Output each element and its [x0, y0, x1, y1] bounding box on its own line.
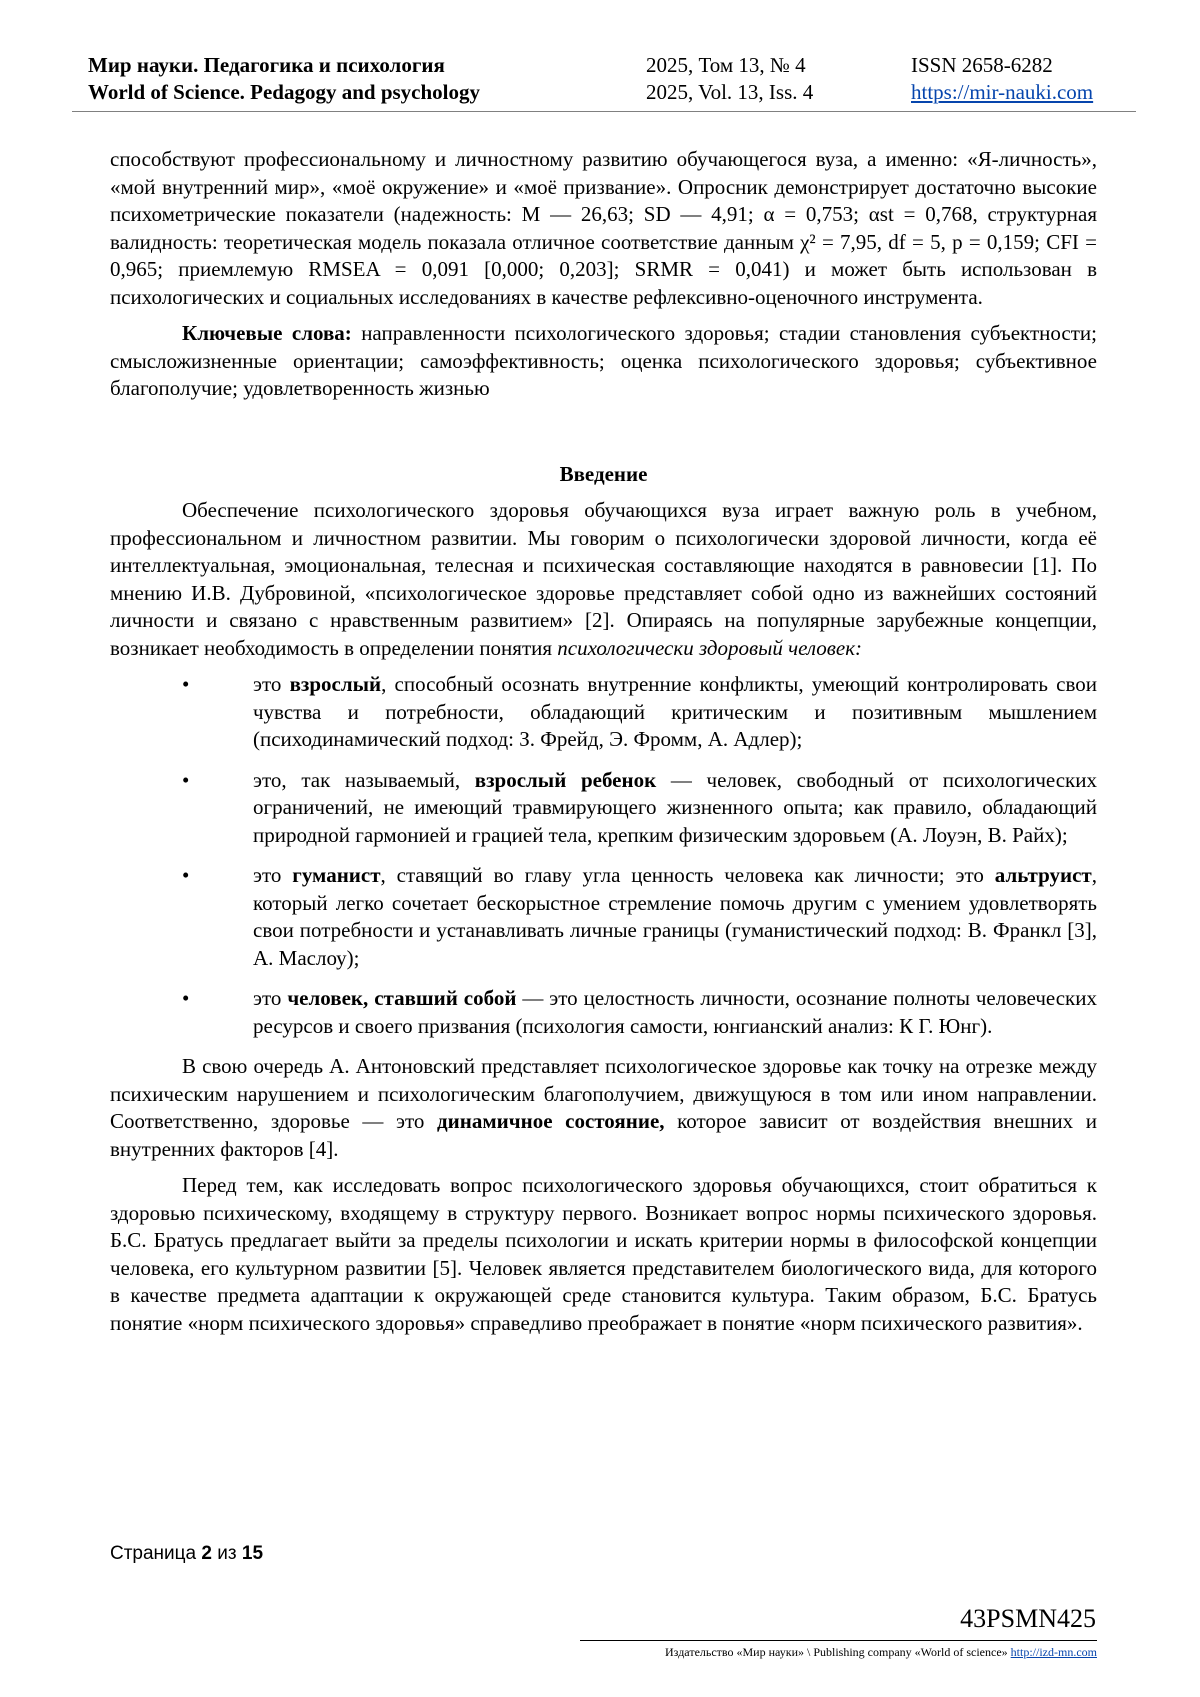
page-number-prefix: Страница [110, 1543, 202, 1564]
issue-info [646, 52, 813, 106]
header-divider [72, 111, 1136, 112]
total-pages: 15 [241, 1543, 264, 1564]
list-item-text: , который легко сочетает бескорыстное стремление помочь другим с умением удовлетворять свои потребности и устанавливать личные границы (гуманистический подход: В. Франкл [3], А. Маслоу); [253, 863, 1097, 970]
bullet-marker: • [182, 767, 190, 792]
paragraph-text: которое зависит от воздействия внешних и внутренних факторов [4]. [110, 1109, 1097, 1161]
list-item [110, 862, 1097, 972]
footer-divider [580, 1640, 1097, 1641]
list-item [110, 671, 1097, 754]
list-item-text: , ставящий во главу угла ценность человека как личности; это [380, 863, 995, 887]
bullet-marker: • [182, 863, 190, 887]
abstract-text: способствуют профессиональному и личностному развитию обучающегося вуза, а именно: «Я-личность», «мой внутренний мир», «моё окружение» и «моё призвание». Опросник демонстрирует достаточно высокие психометрические показатели (надежность: M — 26,63; SD — 4,91; α = 0,753; αst = 0,768, структурная валидность: теоретическая модель показала отличное соответствие данным χ² = 7,95, df = 5, p = 0,159; CFI = 0,965; приемлемую RMSEA = 0,091 [0,000; 0,203]; SRMR = 0,041) и может быть использован в психологических и социальных исследованиях в качестве рефлексивно-оценочного инструмента. [110, 147, 1097, 309]
issn-block [911, 52, 1093, 106]
keywords-text: направленности психологического здоровья; стадии становления субъектности; смысложизненные ориентации; самоэффективность; оценка психологического здоровья; субъективное благополучие; удовлетворенность жизнью [110, 321, 1097, 400]
issue-ru: 2025, Том 13, № 4 [646, 53, 806, 77]
list-item [110, 767, 1097, 850]
issue-en: 2025, Vol. 13, Iss. 4 [646, 80, 814, 104]
intro-text: Обеспечение психологического здоровья обучающихся вуза играет важную роль в учебном, профессиональном и личностном развитии. Мы говорим о психологически здоровой личности, когда её интеллектуальная, эмоциональная, телесная и психическая составляющие находятся в равновесии [1]. По мнению И.В. Дубровиной, «психологическое здоровье представляет собой одно из важнейших состояний личности и связано с нравственным развитием» [2]. Опираясь на популярные зарубежные концепции, возникает необходимость в определении понятия [110, 498, 1097, 660]
article-code: 43PSMN425 [960, 1604, 1096, 1633]
publisher-line [665, 1645, 1097, 1660]
page-number [110, 1543, 263, 1565]
journal-title-en: World of Science. Pedagogy and psychology [88, 80, 481, 104]
journal-title [88, 52, 480, 106]
bullet-list [110, 671, 1097, 1040]
article-body [110, 146, 1097, 1337]
list-item-text: , способный осознать внутренние конфликты, умеющий контролировать свои чувства и потребности, обладающий критическим и позитивным мышлением (психодинамический подход: З. Фрейд, Э. Фромм, А. Адлер); [253, 672, 1097, 751]
intro-italic-term: психологически здоровый человек: [557, 635, 863, 660]
bullet-marker: • [182, 672, 190, 696]
list-item-text: это [253, 863, 293, 887]
intro-paragraph [110, 497, 1097, 662]
list-item-text: это [253, 986, 288, 1010]
section-heading: Введение [559, 461, 648, 486]
publisher-url-link[interactable]: http://izd-mn.com [1010, 1645, 1097, 1659]
keywords-label: Ключевые слова: [182, 321, 352, 345]
journal-title-ru: Мир науки. Педагогика и психология [88, 53, 445, 77]
list-item-term: взрослый [289, 672, 382, 696]
list-item-text: — это целостность личности, осознание полноты человеческих ресурсов и своего призвания (психология самости, юнгианский анализ: К Г. Юнг). [253, 986, 1097, 1038]
list-item-term: взрослый ребенок [474, 767, 657, 792]
publisher-text: Издательство «Мир науки» \ Publishing company «World of science» [665, 1645, 1011, 1659]
list-item-term: гуманист [292, 863, 381, 887]
current-page: 2 [201, 1543, 212, 1564]
list-item-text: это, так называемый, [253, 767, 475, 792]
list-item-text: — человек, свободный от психологических ограничений, не имеющий травмирующего жизненного опыта; как правило, обладающий природной гармонией и грацией тела, крепким физическим здоровьем (А. Лоуэн, В. Райх); [253, 767, 1097, 847]
bold-term: динамичное состояние, [437, 1109, 665, 1133]
list-item-term: альтруист [994, 863, 1092, 887]
keywords-paragraph [110, 320, 1097, 403]
bullet-marker: • [182, 986, 190, 1010]
antonovsky-paragraph [110, 1053, 1097, 1163]
page-number-of: из [211, 1543, 242, 1564]
list-item-text: это [253, 672, 290, 696]
issn: ISSN 2658-6282 [911, 53, 1053, 77]
journal-url-link[interactable]: https://mir-nauki.com [911, 80, 1094, 104]
bratus-paragraph: Перед тем, как исследовать вопрос психологического здоровья обучающихся, стоит обратиться к здоровью психическому, входящему в структуру первого. Возникает вопрос нормы психического здоровья. Б.С. Братусь предлагает выйти за пределы психологии и искать критерии нормы в философской концепции человека, его культурном развитии [5]. Человек является представителем биологического вида, для которого в качестве предмета адаптации к окружающей среде становится культура. Таким образом, Б.С. Братусь понятие «норм психического здоровья» справедливо преображает в понятие «норм психического развития». [110, 1173, 1097, 1335]
paragraph-text: В свою очередь А. Антоновский представляет психологическое здоровье как точку на отрезке между психическим нарушением и психологическим благополучием, движущуюся в том или ином направлении. Соответственно, здоровье — это [110, 1054, 1097, 1133]
list-item-term: человек, ставший собой [287, 986, 517, 1010]
list-item [110, 985, 1097, 1040]
